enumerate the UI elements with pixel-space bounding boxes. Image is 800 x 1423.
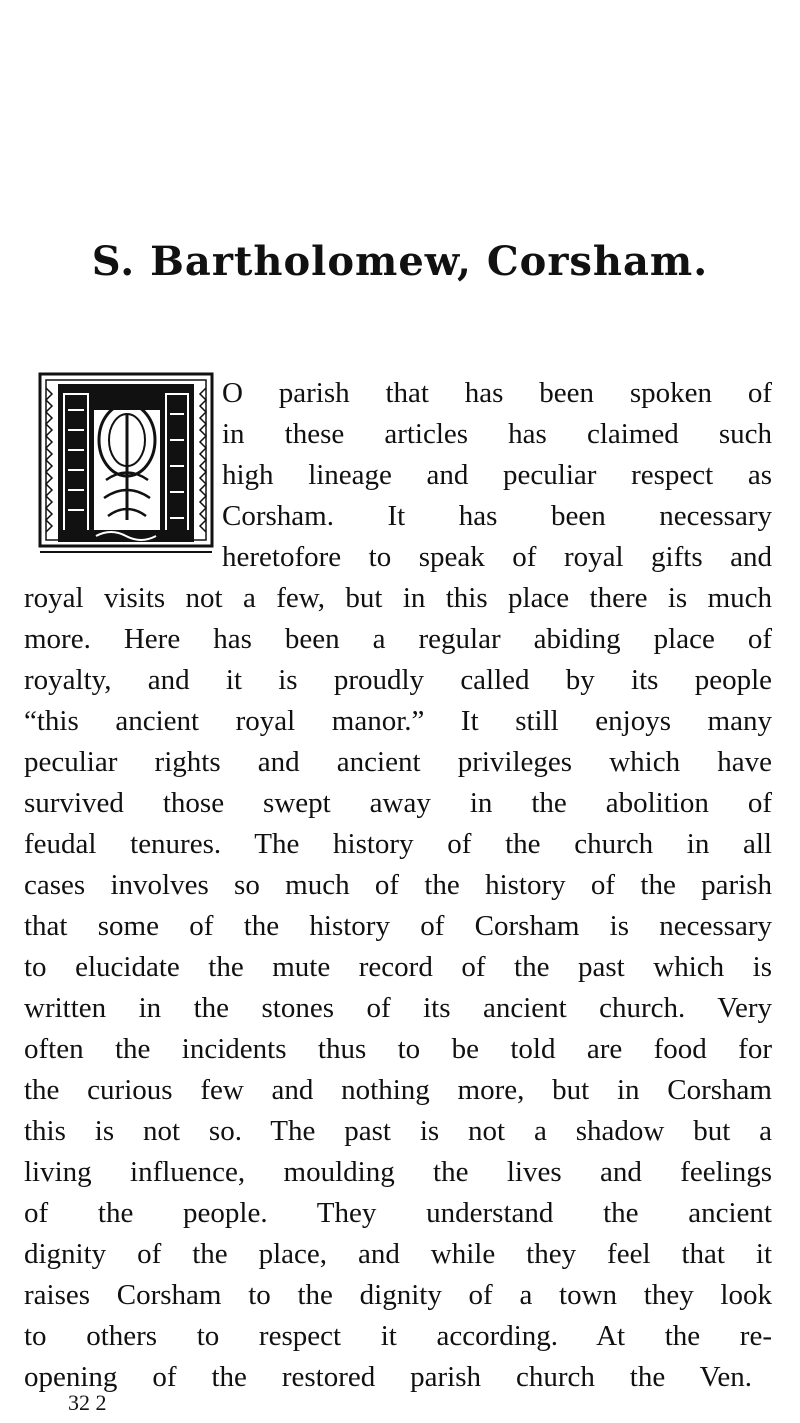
- text-line: this is not so. The past is not a shadow but a: [24, 1115, 772, 1147]
- text-line: of the people. They understand the ancient: [24, 1197, 772, 1229]
- text-line: written in the stones of its ancient church. Very: [24, 992, 772, 1024]
- text-line: more. Here has been a regular abiding place of: [24, 623, 772, 655]
- text-line: dignity of the place, and while they feel that it: [24, 1238, 772, 1270]
- text-line: heretofore to speak of royal gifts and: [222, 541, 772, 573]
- text-line: opening of the restored parish church the Ven.: [24, 1361, 752, 1393]
- text-line: cases involves so much of the history of the parish: [24, 869, 772, 901]
- text-line: living influence, moulding the lives and feelings: [24, 1156, 772, 1188]
- text-line: to others to respect it according. At the re-: [24, 1320, 772, 1352]
- text-line: feudal tenures. The history of the church in all: [24, 828, 772, 860]
- page-title: S. Bartholomew, Corsham.: [91, 238, 709, 285]
- signature-mark: 32 2: [68, 1390, 107, 1415]
- text-line: royalty, and it is proudly called by its people: [24, 664, 772, 696]
- text-line: O parish that has been spoken of: [222, 377, 772, 409]
- text-line: peculiar rights and ancient privileges which have: [24, 746, 772, 778]
- text-line: Corsham. It has been necessary: [222, 500, 772, 532]
- text-line: often the incidents thus to be told are food for: [24, 1033, 772, 1065]
- text-line: raises Corsham to the dignity of a town they look: [24, 1279, 772, 1311]
- text-line: survived those swept away in the abolition of: [24, 787, 772, 819]
- text-line: that some of the history of Corsham is necessary: [24, 910, 772, 942]
- text-line: “this ancient royal manor.” It still enjoys many: [24, 705, 772, 737]
- text-line: in these articles has claimed such: [222, 418, 772, 450]
- ornamental-drop-cap-n: [36, 370, 216, 556]
- text-line: the curious few and nothing more, but in Corsham: [24, 1074, 772, 1106]
- text-line: high lineage and peculiar respect as: [222, 459, 772, 491]
- text-line: to elucidate the mute record of the past which is: [24, 951, 772, 983]
- text-line: royal visits not a few, but in this place there is much: [24, 582, 772, 614]
